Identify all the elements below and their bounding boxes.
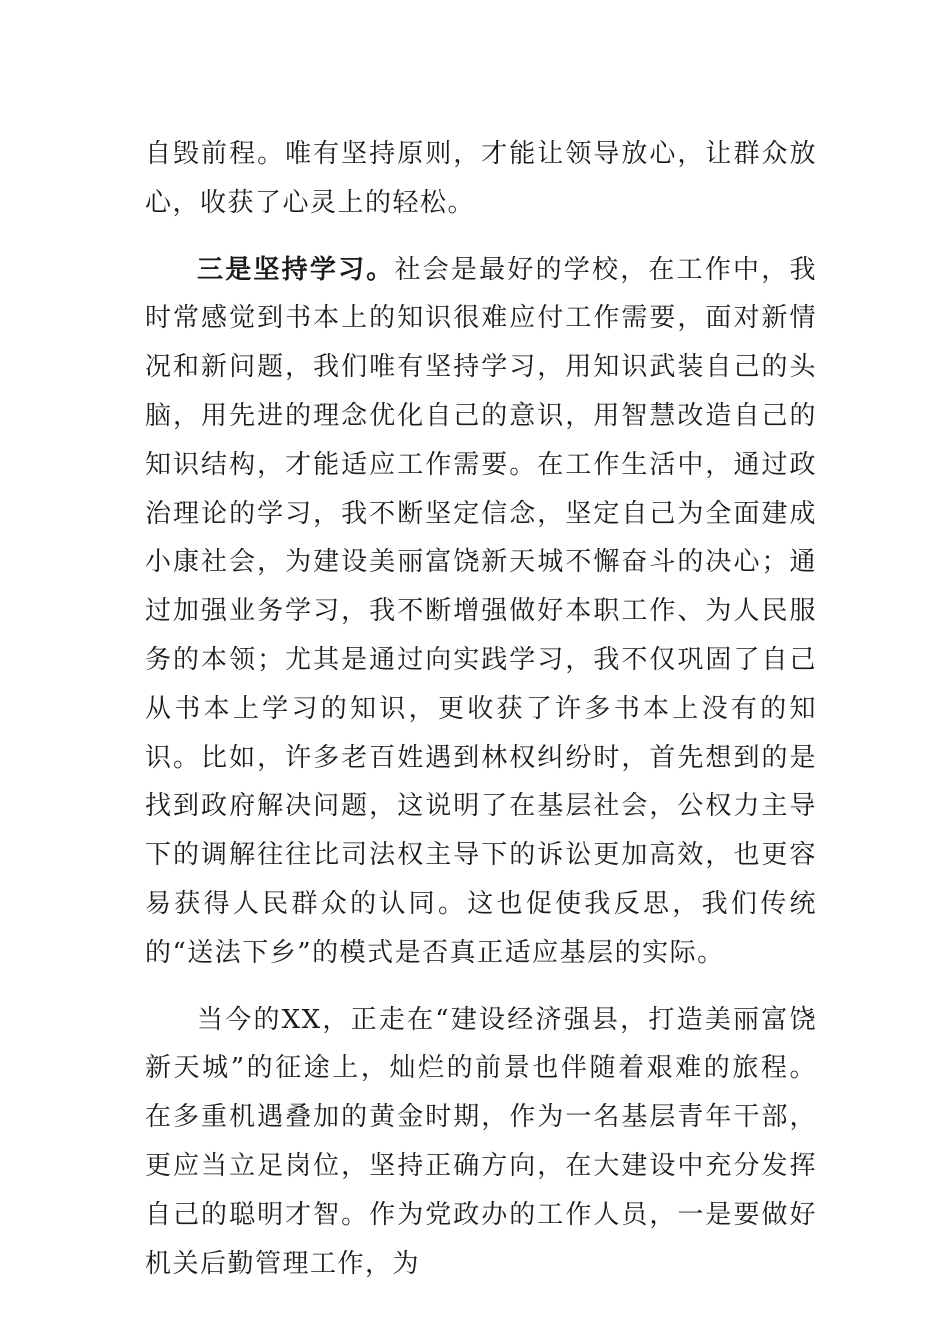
paragraph-heading: 三是坚持学习。 xyxy=(197,254,395,285)
paragraph-study xyxy=(145,246,817,978)
paragraph-text: 自毁前程。唯有坚持原则，才能让领导放心，让群众放心，收获了心灵上的轻松。 xyxy=(145,139,817,218)
document-page xyxy=(145,130,817,1288)
paragraph-text: 社会是最好的学校，在工作中，我时常感觉到书本上的知识很难应付工作需要，面对新情况和新问题，我们唯有坚持学习，用知识武装自己的头脑，用先进的理念优化自己的意识，用智慧改造自己的知识结构，才能适应工作需要。在工作生活中，通过政治理论的学习，我不断坚定信念，坚定自己为全面建成小康社会，为建设美丽富饶新天城不懈奋斗的决心；通过加强业务学习，我不断增强做好本职工作、为人民服务的本领；尤其是通过向实践学习，我不仅巩固了自己从书本上学习的知识，更收获了许多书本上没有的知识。比如，许多老百姓遇到林权纠纷时，首先想到的是找到政府解决问题，这说明了在基层社会，公权力主导下的调解往往比司法权主导下的诉讼更加高效，也更容易获得人民群众的认同。这也促使我反思，我们传统的“送法下乡”的模式是否真正适应基层的实际。 xyxy=(145,254,817,968)
paragraph-text: 当今的XX，正走在“建设经济强县，打造美丽富饶新天城”的征途上，灿烂的前景也伴随着艰难的旅程。在多重机遇叠加的黄金时期，作为一名基层青年干部，更应当立足岗位，坚持正确方向，在大建设中充分发挥自己的聪明才智。作为党政办的工作人员，一是要做好机关后勤管理工作，为 xyxy=(145,1004,817,1279)
paragraph-continuation xyxy=(145,130,817,228)
paragraph-outlook xyxy=(145,996,817,1289)
